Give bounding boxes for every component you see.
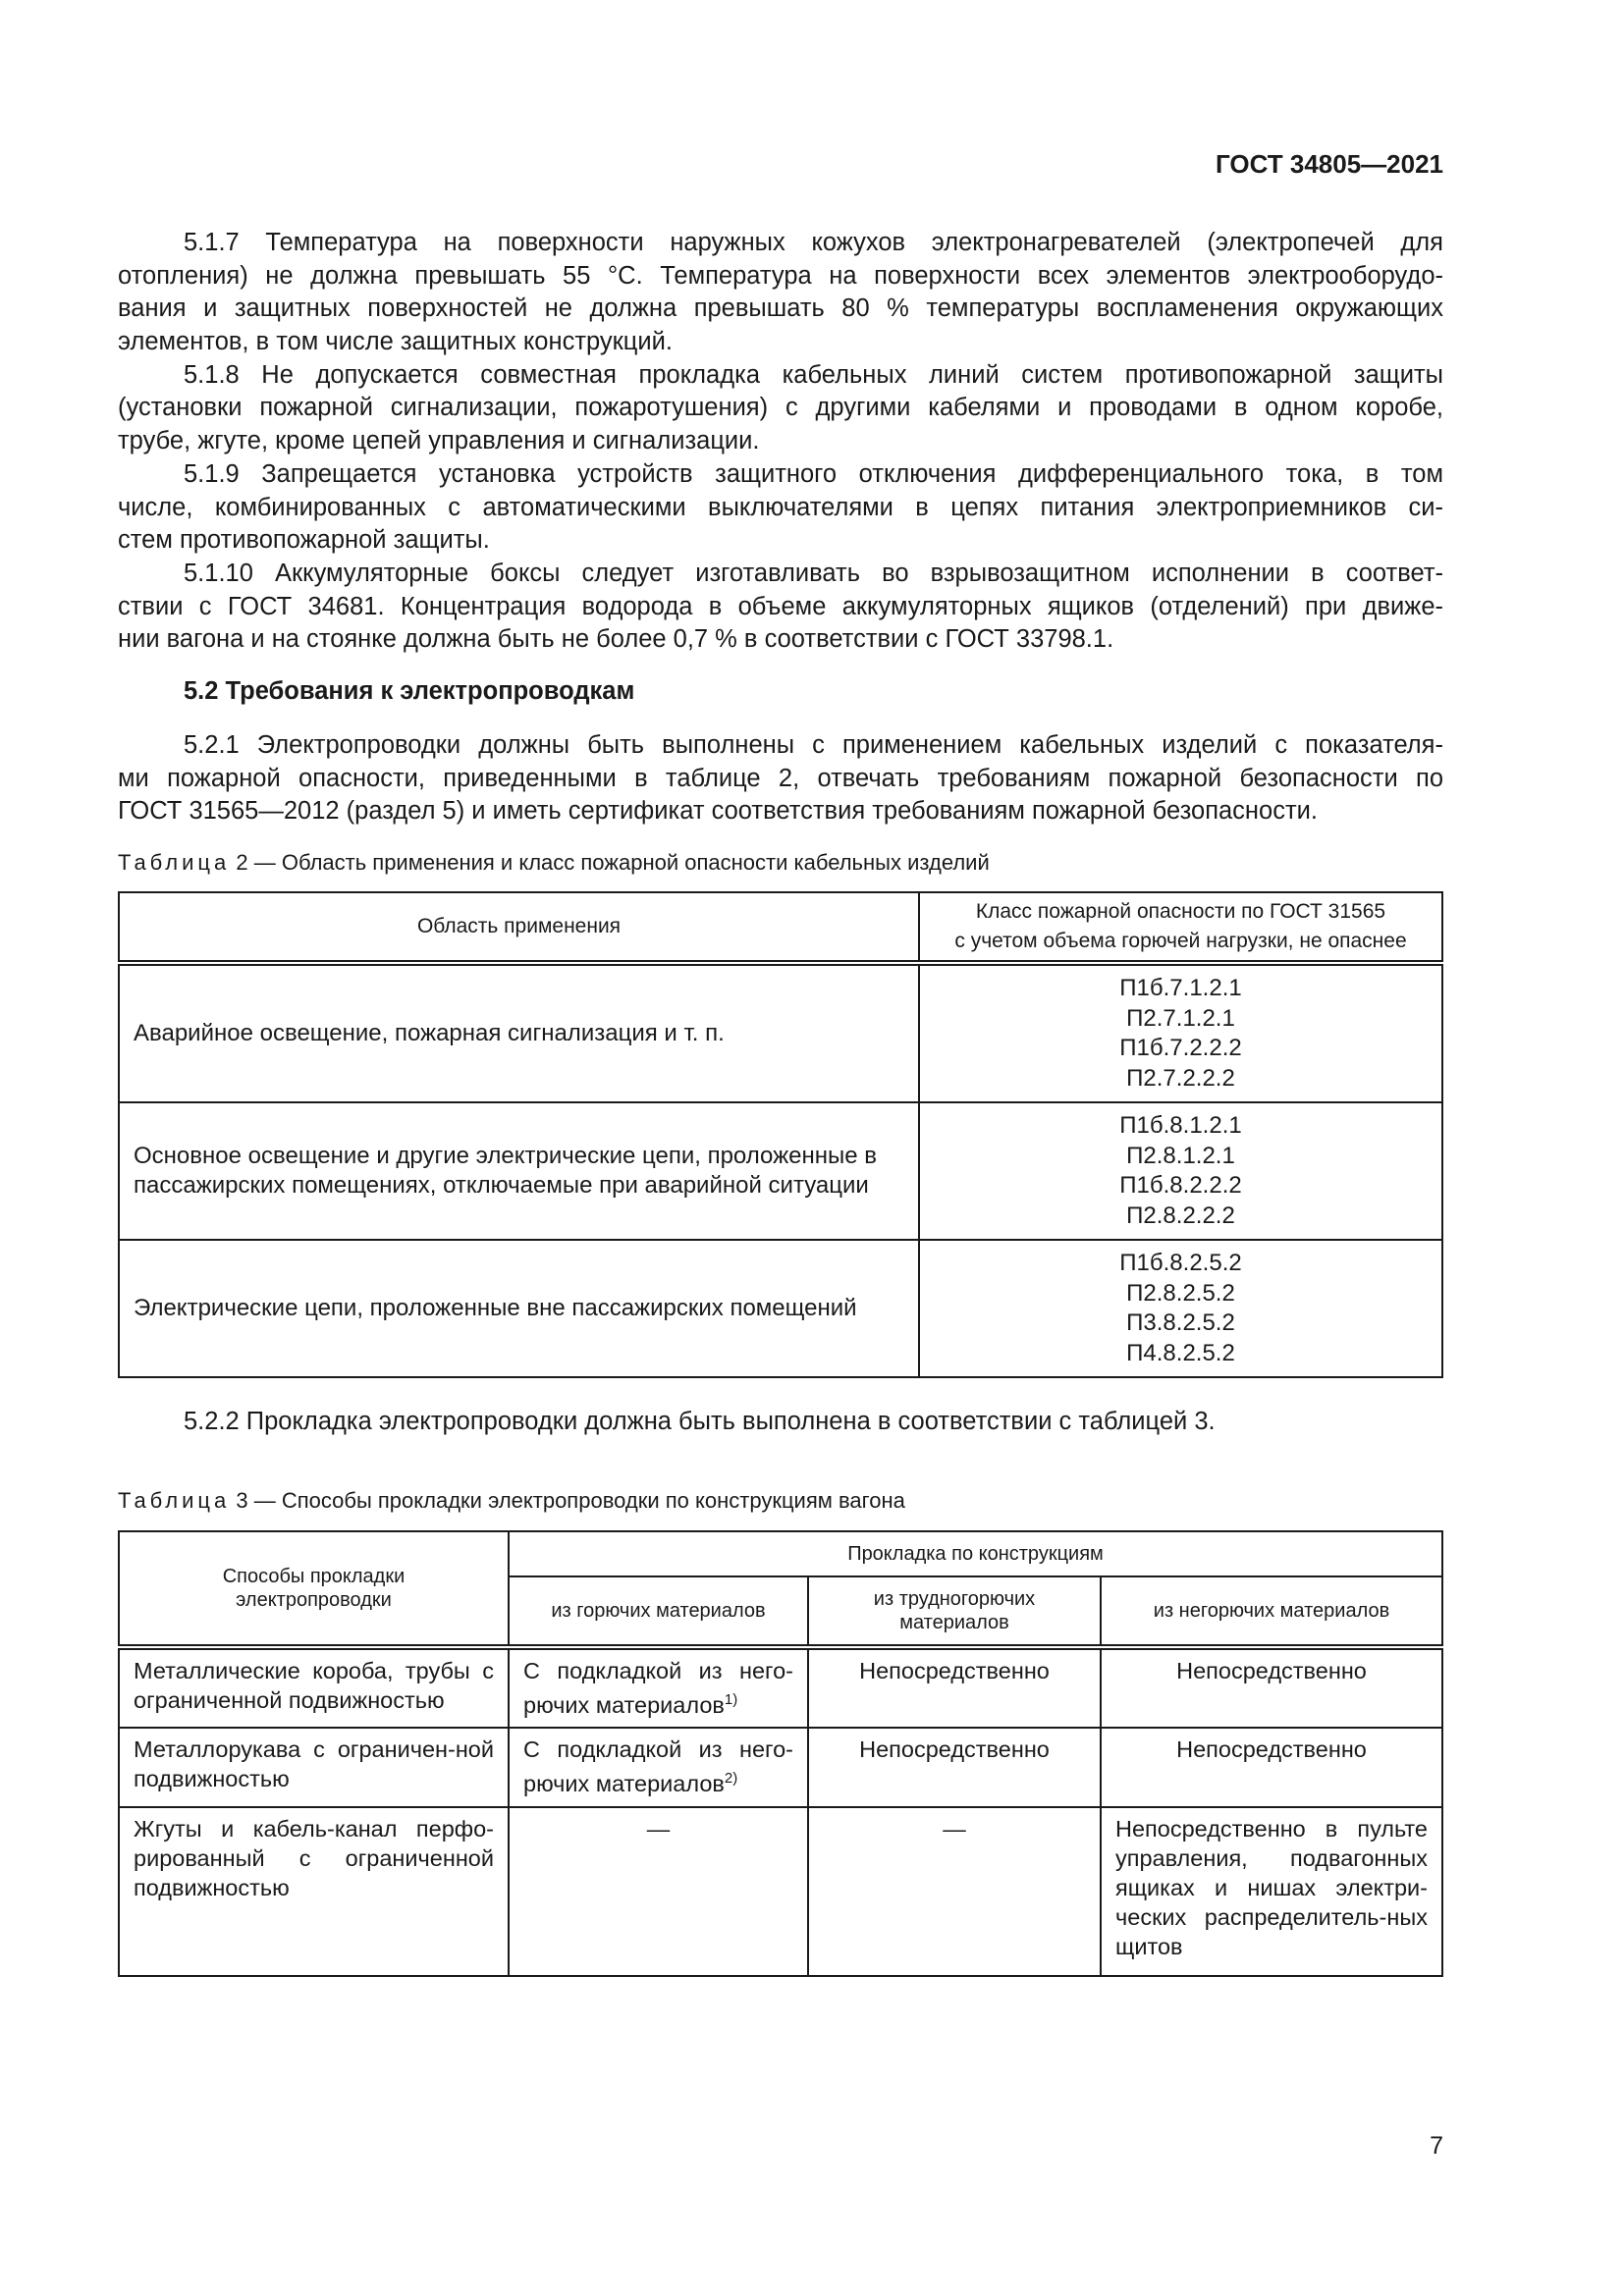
table3-header-row xyxy=(119,1531,1442,1576)
table2-header-area: Область применения xyxy=(119,892,919,963)
combustible-text: С подкладкой из него-рючих материалов xyxy=(523,1736,793,1796)
table2-row xyxy=(119,1240,1442,1377)
fire-class-code: П2.7.2.2.2 xyxy=(1126,1064,1235,1092)
table3-caption-label: Таблица xyxy=(118,1488,231,1513)
table3-row xyxy=(119,1728,1442,1807)
text-line: вания и защитных поверхностей не должна превышать 80 % температуры воспламенения окружающих xyxy=(118,294,1443,323)
text-line: числе, комбинированных с автоматическими выключателями в цепях питания электроприемников си- xyxy=(118,493,1443,521)
text-line: 5.2.1 Электропроводки должны быть выполнены с применением кабельных изделий с показателя- xyxy=(184,731,1443,759)
table2-header-class-line2: с учетом объема горючей нагрузки, не опаснее xyxy=(954,930,1407,952)
table3-hard-cell: — xyxy=(808,1807,1101,1976)
table2-header-row xyxy=(119,892,1442,963)
text-line: 5.1.8 Не допускается совместная прокладка кабельных линий систем противопожарной защиты xyxy=(184,360,1443,389)
table2-area-cell: Электрические цепи, проложенные вне пассажирских помещений xyxy=(119,1240,919,1377)
table2-header-class xyxy=(919,892,1442,963)
paragraph-5-2-2: 5.2.2 Прокладка электропроводки должна быть выполнена в соответствии с таблицей 3. xyxy=(184,1408,1216,1435)
text-line: 5.1.7 Температура на поверхности наружных кожухов электронагревателей (электропечей для xyxy=(184,229,1443,256)
combustible-text: С подкладкой из него-рючих материалов xyxy=(523,1658,793,1718)
table3-combustible-cell xyxy=(509,1807,808,1976)
text-line: элементов, в том числе защитных конструкций. xyxy=(118,328,673,356)
table3-combustible-cell xyxy=(509,1728,808,1807)
paragraph-5-2-1 xyxy=(118,729,1443,828)
body-text-5-1 xyxy=(118,227,1443,657)
document-header: ГОСТ 34805—2021 xyxy=(1216,149,1443,179)
table3-row xyxy=(119,1807,1442,1976)
table2-class-cell xyxy=(919,963,1442,1102)
table2-row xyxy=(119,1102,1442,1240)
footnote-ref: 1) xyxy=(724,1691,738,1708)
table2-class-cell xyxy=(919,1240,1442,1377)
text-line: ствии с ГОСТ 34681. Концентрация водорода в объеме аккумуляторных ящиков (отделений) при движе- xyxy=(118,592,1443,620)
fire-class-code: П1б.8.1.2.1 xyxy=(1119,1112,1242,1139)
table3-hard-cell: Непосредственно xyxy=(808,1647,1101,1728)
fire-class-code: П2.8.2.5.2 xyxy=(1126,1279,1235,1307)
text-line: нии вагона и на стоянке должна быть не более 0,7 % в соответствии с ГОСТ 33798.1. xyxy=(118,625,1114,654)
table2-area-cell: Аварийное освещение, пожарная сигнализация и т. п. xyxy=(119,963,919,1102)
table2-header-class-line1: Класс пожарной опасности по ГОСТ 31565 xyxy=(975,900,1386,923)
table3-noncombustible-cell: Непосредственно xyxy=(1101,1647,1442,1728)
table3-noncombustible-cell: Непосредственно в пульте управления, подвагонных ящиках и нишах электри-ческих распределитель-ных щитов xyxy=(1101,1807,1442,1976)
table2-caption-label: Таблица xyxy=(118,850,231,875)
fire-class-code: П3.8.2.5.2 xyxy=(1126,1309,1235,1336)
fire-class-code: П2.8.1.2.1 xyxy=(1126,1142,1235,1169)
table3-caption xyxy=(118,1488,905,1514)
table3-header-method: Способы прокладки электропроводки xyxy=(119,1531,509,1647)
page-number: 7 xyxy=(1430,2132,1443,2160)
fire-class-code: П1б.7.2.2.2 xyxy=(1119,1035,1242,1061)
text-line: стем противопожарной защиты. xyxy=(118,526,490,555)
fire-class-code: П1б.8.2.5.2 xyxy=(1119,1250,1242,1276)
table3-combustible-cell xyxy=(509,1647,808,1728)
table3-header-group: Прокладка по конструкциям xyxy=(509,1531,1442,1576)
fire-class-code: П2.8.2.2.2 xyxy=(1126,1201,1235,1229)
table2-caption-text: 2 — Область применения и класс пожарной опасности кабельных изделий xyxy=(230,850,990,875)
table3-method-cell: Жгуты и кабель-канал перфо-рированный с ограниченной подвижностью xyxy=(119,1807,509,1976)
table3-method-cell: Металлические короба, трубы с ограниченной подвижностью xyxy=(119,1647,509,1728)
fire-class-code: П4.8.2.5.2 xyxy=(1126,1339,1235,1366)
section-heading: 5.2 Требования к электропроводкам xyxy=(184,677,635,705)
table2-caption xyxy=(118,850,990,876)
fire-class-code: П2.7.1.2.1 xyxy=(1126,1004,1235,1032)
fire-class-code: П1б.7.1.2.1 xyxy=(1119,975,1242,1001)
table2-class-cell xyxy=(919,1102,1442,1240)
fire-class-code: П1б.8.2.2.2 xyxy=(1119,1172,1242,1199)
table-2 xyxy=(118,891,1443,1378)
table3-header-noncombustible: из негорючих материалов xyxy=(1101,1576,1442,1647)
text-line: трубе, жгуте, кроме цепей управления и сигнализации. xyxy=(118,427,760,455)
footnote-ref: 2) xyxy=(724,1770,738,1787)
table2-row xyxy=(119,963,1442,1102)
table3-caption-text: 3 — Способы прокладки электропроводки по конструкциям вагона xyxy=(230,1488,905,1513)
text-line: 5.1.10 Аккумуляторные боксы следует изготавливать во взрывозащитном исполнении в соответ- xyxy=(184,559,1443,587)
text-line: ми пожарной опасности, приведенными в таблице 2, отвечать требованиям пожарной безопасности по xyxy=(118,764,1443,792)
table3-noncombustible-cell: Непосредственно xyxy=(1101,1728,1442,1807)
text-line: ГОСТ 31565—2012 (раздел 5) и иметь сертификат соответствия требованиям пожарной безопасности. xyxy=(118,797,1318,826)
table3-header-hard: из трудногорючих материалов xyxy=(808,1576,1101,1647)
combustible-text: — xyxy=(646,1816,671,1842)
table-3 xyxy=(118,1530,1443,1977)
table2-area-cell: Основное освещение и другие электрические цепи, проложенные в пассажирских помещениях, отключаемые при аварийной ситуации xyxy=(119,1102,919,1240)
table3-method-cell: Металлорукава с ограничен-ной подвижностью xyxy=(119,1728,509,1807)
table3-hard-cell: Непосредственно xyxy=(808,1728,1101,1807)
text-line: отопления) не должна превышать 55 °С. Температура на поверхности всех элементов электрооборудо- xyxy=(118,261,1443,290)
table3-header-combustible: из горючих материалов xyxy=(509,1576,808,1647)
text-line: (установки пожарной сигнализации, пожаротушения) с другими кабелями и проводами в одном коробе, xyxy=(118,394,1443,422)
text-line: 5.1.9 Запрещается установка устройств защитного отключения дифференциального тока, в том xyxy=(184,459,1443,488)
table3-row xyxy=(119,1647,1442,1728)
